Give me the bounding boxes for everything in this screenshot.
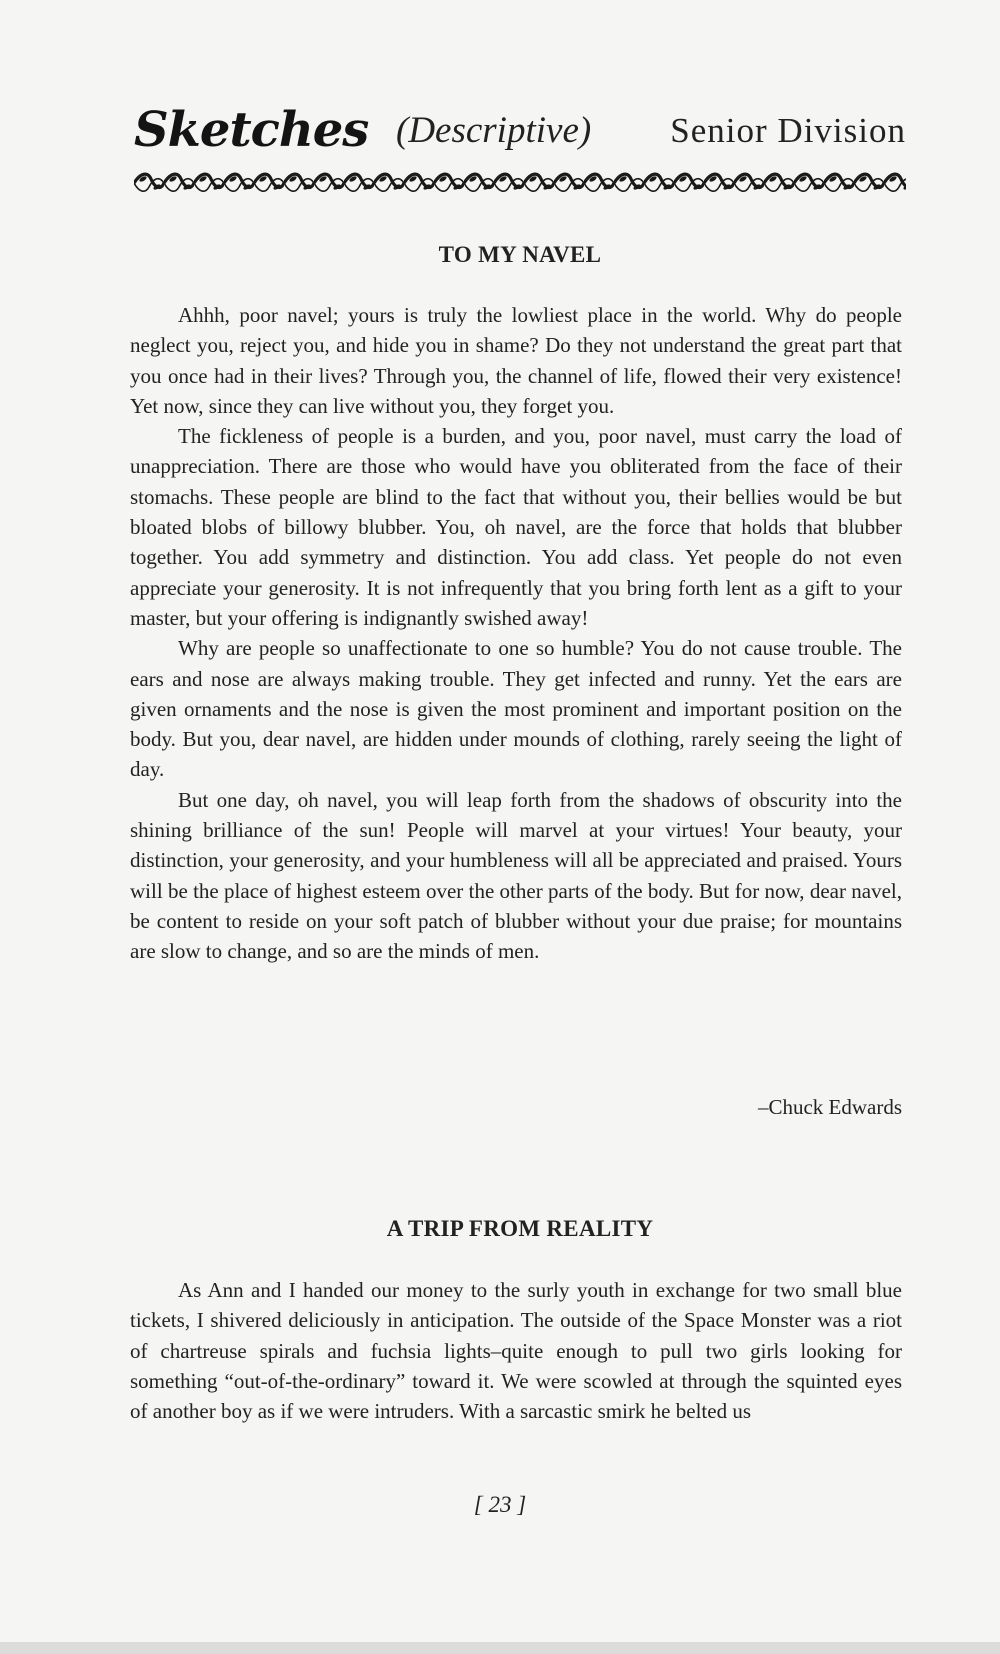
page-number: [ 23 ] <box>473 1492 527 1517</box>
paragraph: But one day, oh navel, you will leap forth from the shadows of obscurity into the shining brilliance of the sun! People will marvel at your virtues! Your beauty, your distinction, your generosity, and your humbleness will all be appreciated and praised. Yours will be the place of highest esteem over the other parts of the body. But for now, dear navel, be content to reside on your soft patch of blubber without your due praise; for mountains are slow to change, and so are the minds of men. <box>130 787 902 964</box>
division-label: Senior Division <box>670 111 906 150</box>
section-title: Sketches <box>134 102 369 158</box>
paragraph: Why are people so unaffectionate to one so humble? You do not cause trouble. The ears and nose are always making trouble. They get infected and runny. Yet the ears are given ornaments and the nose is given the most prominent and important position on the body. But you, dear navel, are hidden under mounds of clothing, rarely seeing the light of day. <box>130 636 902 782</box>
article-title: A TRIP FROM REALITY <box>386 1216 654 1241</box>
article-body <box>130 1275 902 1426</box>
author-byline: –Chuck Edwards <box>757 1095 902 1119</box>
paragraph: The fickleness of people is a burden, and you, poor navel, must carry the load of unappreciation. There are those who would have you obliterated from the face of their stomachs. These people are blind to the fact that without you, their bellies would be but bloated blobs of billowy blubber. You, oh navel, are the force that holds that blubber together. You add symmetry and distinction. You add class. Yet people do not even appreciate your generosity. It is not infrequently that you bring forth lent as a gift to your master, but your offering is indignantly swished away! <box>130 424 902 630</box>
paragraph: Ahhh, poor navel; yours is truly the lowliest place in the world. Why do people neglect you, reject you, and hide you in shame? Do they not understand the great part that you once had in their lives? Through you, the channel of life, flowed their very existence! Yet now, since they can live without you, they forget you. <box>130 303 902 418</box>
article-title: TO MY NAVEL <box>438 242 602 267</box>
article-body <box>130 300 902 967</box>
page-edge <box>0 1642 1000 1654</box>
decorative-rope-border-icon <box>134 170 906 196</box>
section-subtitle: (Descriptive) <box>396 110 592 151</box>
section-header <box>134 100 906 160</box>
paragraph: As Ann and I handed our money to the surly youth in exchange for two small blue tickets, I shivered deliciously in anticipation. The outside of the Space Monster was a riot of chartreuse spirals and fuchsia lights–quite enough to pull two girls looking for something “out-of-the-ordinary” toward it. We were scowled at through the squinted eyes of another boy as if we were intruders. With a sarcastic smirk he belted us <box>130 1278 902 1424</box>
